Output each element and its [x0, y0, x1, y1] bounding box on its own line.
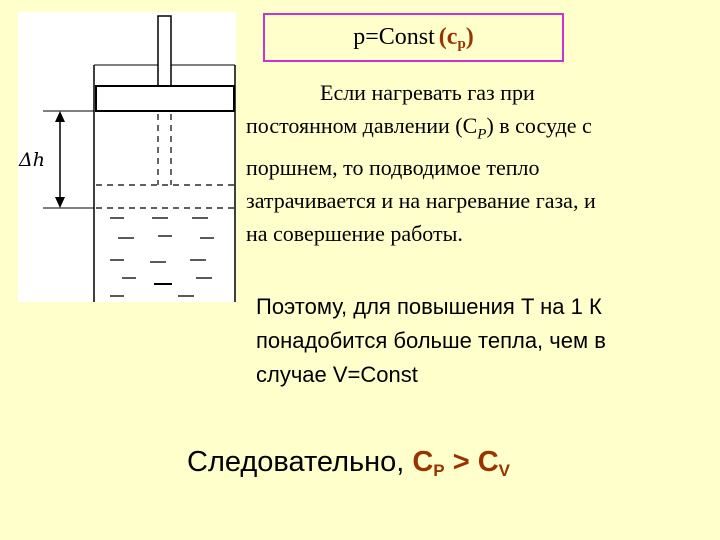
- title-heat-capacity: $(c_p)$: [438, 24, 474, 52]
- conclusion-formula: $C_P > C_V$: [412, 446, 510, 480]
- consequence-paragraph: [256, 290, 706, 392]
- paragraph1-line5: на совершение работы.: [246, 221, 463, 247]
- piston-cylinder-figure: [18, 12, 236, 302]
- paragraph1-line1: Если нагревать газ при: [320, 80, 535, 105]
- delta-h-arrow-up: [55, 111, 65, 122]
- delta-h-label: Δh: [19, 149, 45, 171]
- paragraph2-line2: понадобится больше тепла, чем в: [256, 328, 606, 353]
- piston-rod: [158, 16, 171, 86]
- conclusion-word: Следовательно,: [187, 446, 405, 478]
- explanation-paragraph: [246, 76, 710, 250]
- paragraph1-line2: постоянном давлении $(C_P)$ в сосуде с: [246, 113, 592, 143]
- title-box: [263, 13, 564, 62]
- conclusion-line: [187, 444, 510, 489]
- paragraph1-line3: поршнем, то подводимое тепло: [246, 155, 540, 181]
- paragraph1-line4: затрачивается и на нагревание газа, и: [246, 188, 596, 214]
- piston: [96, 86, 234, 111]
- paragraph2-line1: Поэтому, для повышения T на 1 К: [256, 294, 602, 319]
- delta-h-arrow-down: [55, 197, 65, 208]
- gas-marks: [110, 218, 214, 296]
- title-condition: p=Const: [353, 24, 435, 50]
- paragraph2-line3: случае V=Const: [256, 362, 418, 387]
- piston-diagram: [18, 12, 236, 302]
